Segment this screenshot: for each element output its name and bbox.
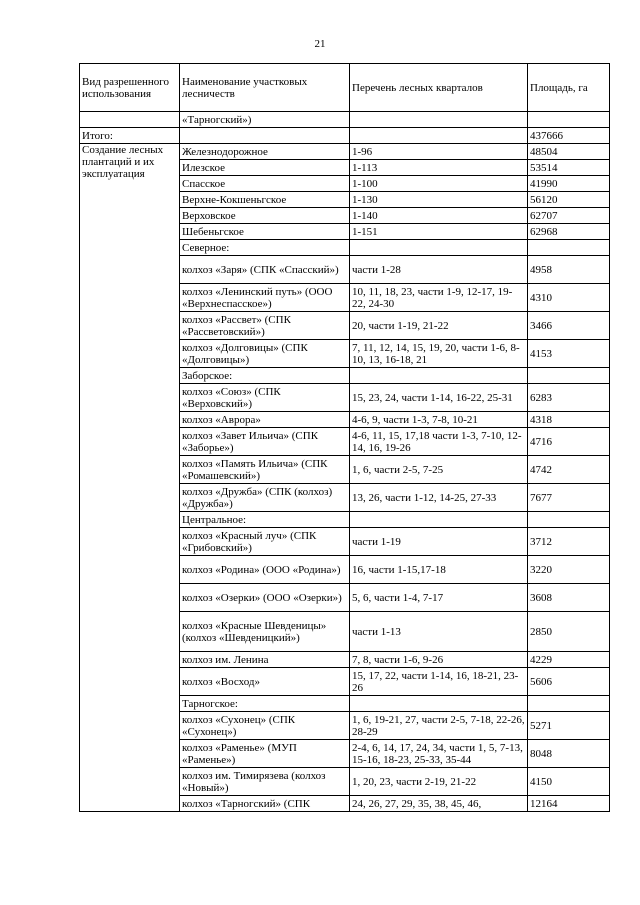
area-value: 5271 bbox=[528, 712, 610, 740]
area-value: 53514 bbox=[528, 160, 610, 176]
forestry-name: колхоз «Рассвет» (СПК «Рассветовский») bbox=[180, 312, 350, 340]
forestry-name: Железнодорожное bbox=[180, 144, 350, 160]
forestry-name: колхоз «Сухонец» (СПК «Сухонец») bbox=[180, 712, 350, 740]
quarters-list: 1-100 bbox=[350, 176, 528, 192]
forestry-name: Северное: bbox=[180, 240, 350, 256]
area-value: 4150 bbox=[528, 768, 610, 796]
forestry-name: колхоз «Долговицы» (СПК «Долговицы») bbox=[180, 340, 350, 368]
quarters-list: 20, части 1-19, 21-22 bbox=[350, 312, 528, 340]
forestry-name: Спасское bbox=[180, 176, 350, 192]
forestry-name: колхоз «Тарногский» (СПК bbox=[180, 796, 350, 812]
quarters-list: 1-96 bbox=[350, 144, 528, 160]
continuation-name: «Тарногский») bbox=[180, 112, 350, 128]
quarters-list: 1, 20, 23, части 2-19, 21-22 bbox=[350, 768, 528, 796]
quarters-list: 4-6, 11, 15, 17,18 части 1-3, 7-10, 12-14, 16, 19-26 bbox=[350, 428, 528, 456]
cell-forestry-empty bbox=[180, 128, 350, 144]
quarters-list bbox=[350, 696, 528, 712]
forestry-name: колхоз «Заря» (СПК «Спасский») bbox=[180, 256, 350, 284]
forestry-name: Заборское: bbox=[180, 368, 350, 384]
forestry-name: Центральное: bbox=[180, 512, 350, 528]
area-value: 4153 bbox=[528, 340, 610, 368]
quarters-list: 1-113 bbox=[350, 160, 528, 176]
area-value: 4318 bbox=[528, 412, 610, 428]
forestry-name: колхоз «Союз» (СПК «Верховский») bbox=[180, 384, 350, 412]
forestry-name: колхоз «Дружба» (СПК (колхоз) «Дружба») bbox=[180, 484, 350, 512]
forestry-name: Тарногское: bbox=[180, 696, 350, 712]
forestry-name: Верховское bbox=[180, 208, 350, 224]
area-value: 3712 bbox=[528, 528, 610, 556]
quarters-list: 10, 11, 18, 23, части 1-9, 12-17, 19-22, 24-30 bbox=[350, 284, 528, 312]
page-number: 21 bbox=[314, 38, 326, 50]
area-value bbox=[528, 696, 610, 712]
area-value: 4310 bbox=[528, 284, 610, 312]
area-value: 5606 bbox=[528, 668, 610, 696]
area-value: 3220 bbox=[528, 556, 610, 584]
area-value: 62707 bbox=[528, 208, 610, 224]
forestry-name: колхоз «Раменье» (МУП «Раменье») bbox=[180, 740, 350, 768]
section-type: Создание лесных плантаций и их эксплуатация bbox=[80, 144, 180, 812]
cell-area-empty bbox=[528, 112, 610, 128]
area-value: 2850 bbox=[528, 612, 610, 652]
table-header-row bbox=[80, 64, 610, 112]
forestry-name: колхоз «Завет Ильича» (СПК «Заборье») bbox=[180, 428, 350, 456]
quarters-list bbox=[350, 240, 528, 256]
cell-quarters-empty bbox=[350, 112, 528, 128]
total-value: 437666 bbox=[528, 128, 610, 144]
quarters-list: 1-130 bbox=[350, 192, 528, 208]
forestry-name: колхоз «Озерки» (ООО «Озерки») bbox=[180, 584, 350, 612]
quarters-list: 1, 6, 19-21, 27, части 2-5, 7-18, 22-26, 28-29 bbox=[350, 712, 528, 740]
area-value: 7677 bbox=[528, 484, 610, 512]
area-value: 12164 bbox=[528, 796, 610, 812]
header-area: Площадь, га bbox=[528, 64, 610, 112]
header-type: Вид разрешенного использования bbox=[80, 64, 180, 112]
area-value: 6283 bbox=[528, 384, 610, 412]
quarters-list: 4-6, 9, части 1-3, 7-8, 10-21 bbox=[350, 412, 528, 428]
forestry-name: колхоз «Красные Шевденицы» (колхоз «Шевденицкий») bbox=[180, 612, 350, 652]
area-value: 4716 bbox=[528, 428, 610, 456]
cell-quarters-empty bbox=[350, 128, 528, 144]
quarters-list: 15, 23, 24, части 1-14, 16-22, 25-31 bbox=[350, 384, 528, 412]
forestry-name: Шебеньгское bbox=[180, 224, 350, 240]
cell-type-empty bbox=[80, 112, 180, 128]
area-value: 41990 bbox=[528, 176, 610, 192]
area-value: 4742 bbox=[528, 456, 610, 484]
quarters-list: 15, 17, 22, части 1-14, 16, 18-21, 23-26 bbox=[350, 668, 528, 696]
quarters-list bbox=[350, 368, 528, 384]
forestry-name: колхоз «Родина» (ООО «Родина») bbox=[180, 556, 350, 584]
area-value: 62968 bbox=[528, 224, 610, 240]
area-value: 3466 bbox=[528, 312, 610, 340]
area-value bbox=[528, 240, 610, 256]
forestry-name: Илезское bbox=[180, 160, 350, 176]
quarters-list: части 1-28 bbox=[350, 256, 528, 284]
quarters-list: 2-4, 6, 14, 17, 24, 34, части 1, 5, 7-13, 15-16, 18-23, 25-33, 35-44 bbox=[350, 740, 528, 768]
area-value: 56120 bbox=[528, 192, 610, 208]
forestry-name: колхоз им. Ленина bbox=[180, 652, 350, 668]
forestry-name: колхоз «Красный луч» (СПК «Грибовский») bbox=[180, 528, 350, 556]
header-forestry: Наименование участковых лесничеств bbox=[180, 64, 350, 112]
forest-quarters-table bbox=[79, 63, 610, 812]
quarters-list: 5, 6, части 1-4, 7-17 bbox=[350, 584, 528, 612]
quarters-list: 16, части 1-15,17-18 bbox=[350, 556, 528, 584]
area-value bbox=[528, 512, 610, 528]
quarters-list: 1-151 bbox=[350, 224, 528, 240]
area-value: 48504 bbox=[528, 144, 610, 160]
forestry-name: колхоз «Аврора» bbox=[180, 412, 350, 428]
quarters-list: части 1-19 bbox=[350, 528, 528, 556]
continuation-row bbox=[80, 112, 610, 128]
area-value: 4958 bbox=[528, 256, 610, 284]
quarters-list: 24, 26, 27, 29, 35, 38, 45, 46, bbox=[350, 796, 528, 812]
area-value: 4229 bbox=[528, 652, 610, 668]
area-value: 8048 bbox=[528, 740, 610, 768]
table-body bbox=[80, 112, 610, 812]
forestry-name: колхоз «Ленинский путь» (ООО «Верхнеспасское») bbox=[180, 284, 350, 312]
quarters-list: части 1-13 bbox=[350, 612, 528, 652]
quarters-list bbox=[350, 512, 528, 528]
table-row bbox=[80, 144, 610, 160]
total-row bbox=[80, 128, 610, 144]
quarters-list: 13, 26, части 1-12, 14-25, 27-33 bbox=[350, 484, 528, 512]
forestry-name: Верхне-Кокшеньгское bbox=[180, 192, 350, 208]
quarters-list: 1-140 bbox=[350, 208, 528, 224]
quarters-list: 1, 6, части 2-5, 7-25 bbox=[350, 456, 528, 484]
forestry-name: колхоз «Память Ильича» (СПК «Ромашевский») bbox=[180, 456, 350, 484]
total-label: Итого: bbox=[80, 128, 180, 144]
header-quarters: Перечень лесных кварталов bbox=[350, 64, 528, 112]
area-value: 3608 bbox=[528, 584, 610, 612]
forestry-name: колхоз «Восход» bbox=[180, 668, 350, 696]
quarters-list: 7, 11, 12, 14, 15, 19, 20, части 1-6, 8-10, 13, 16-18, 21 bbox=[350, 340, 528, 368]
forestry-name: колхоз им. Тимирязева (колхоз «Новый») bbox=[180, 768, 350, 796]
quarters-list: 7, 8, части 1-6, 9-26 bbox=[350, 652, 528, 668]
area-value bbox=[528, 368, 610, 384]
